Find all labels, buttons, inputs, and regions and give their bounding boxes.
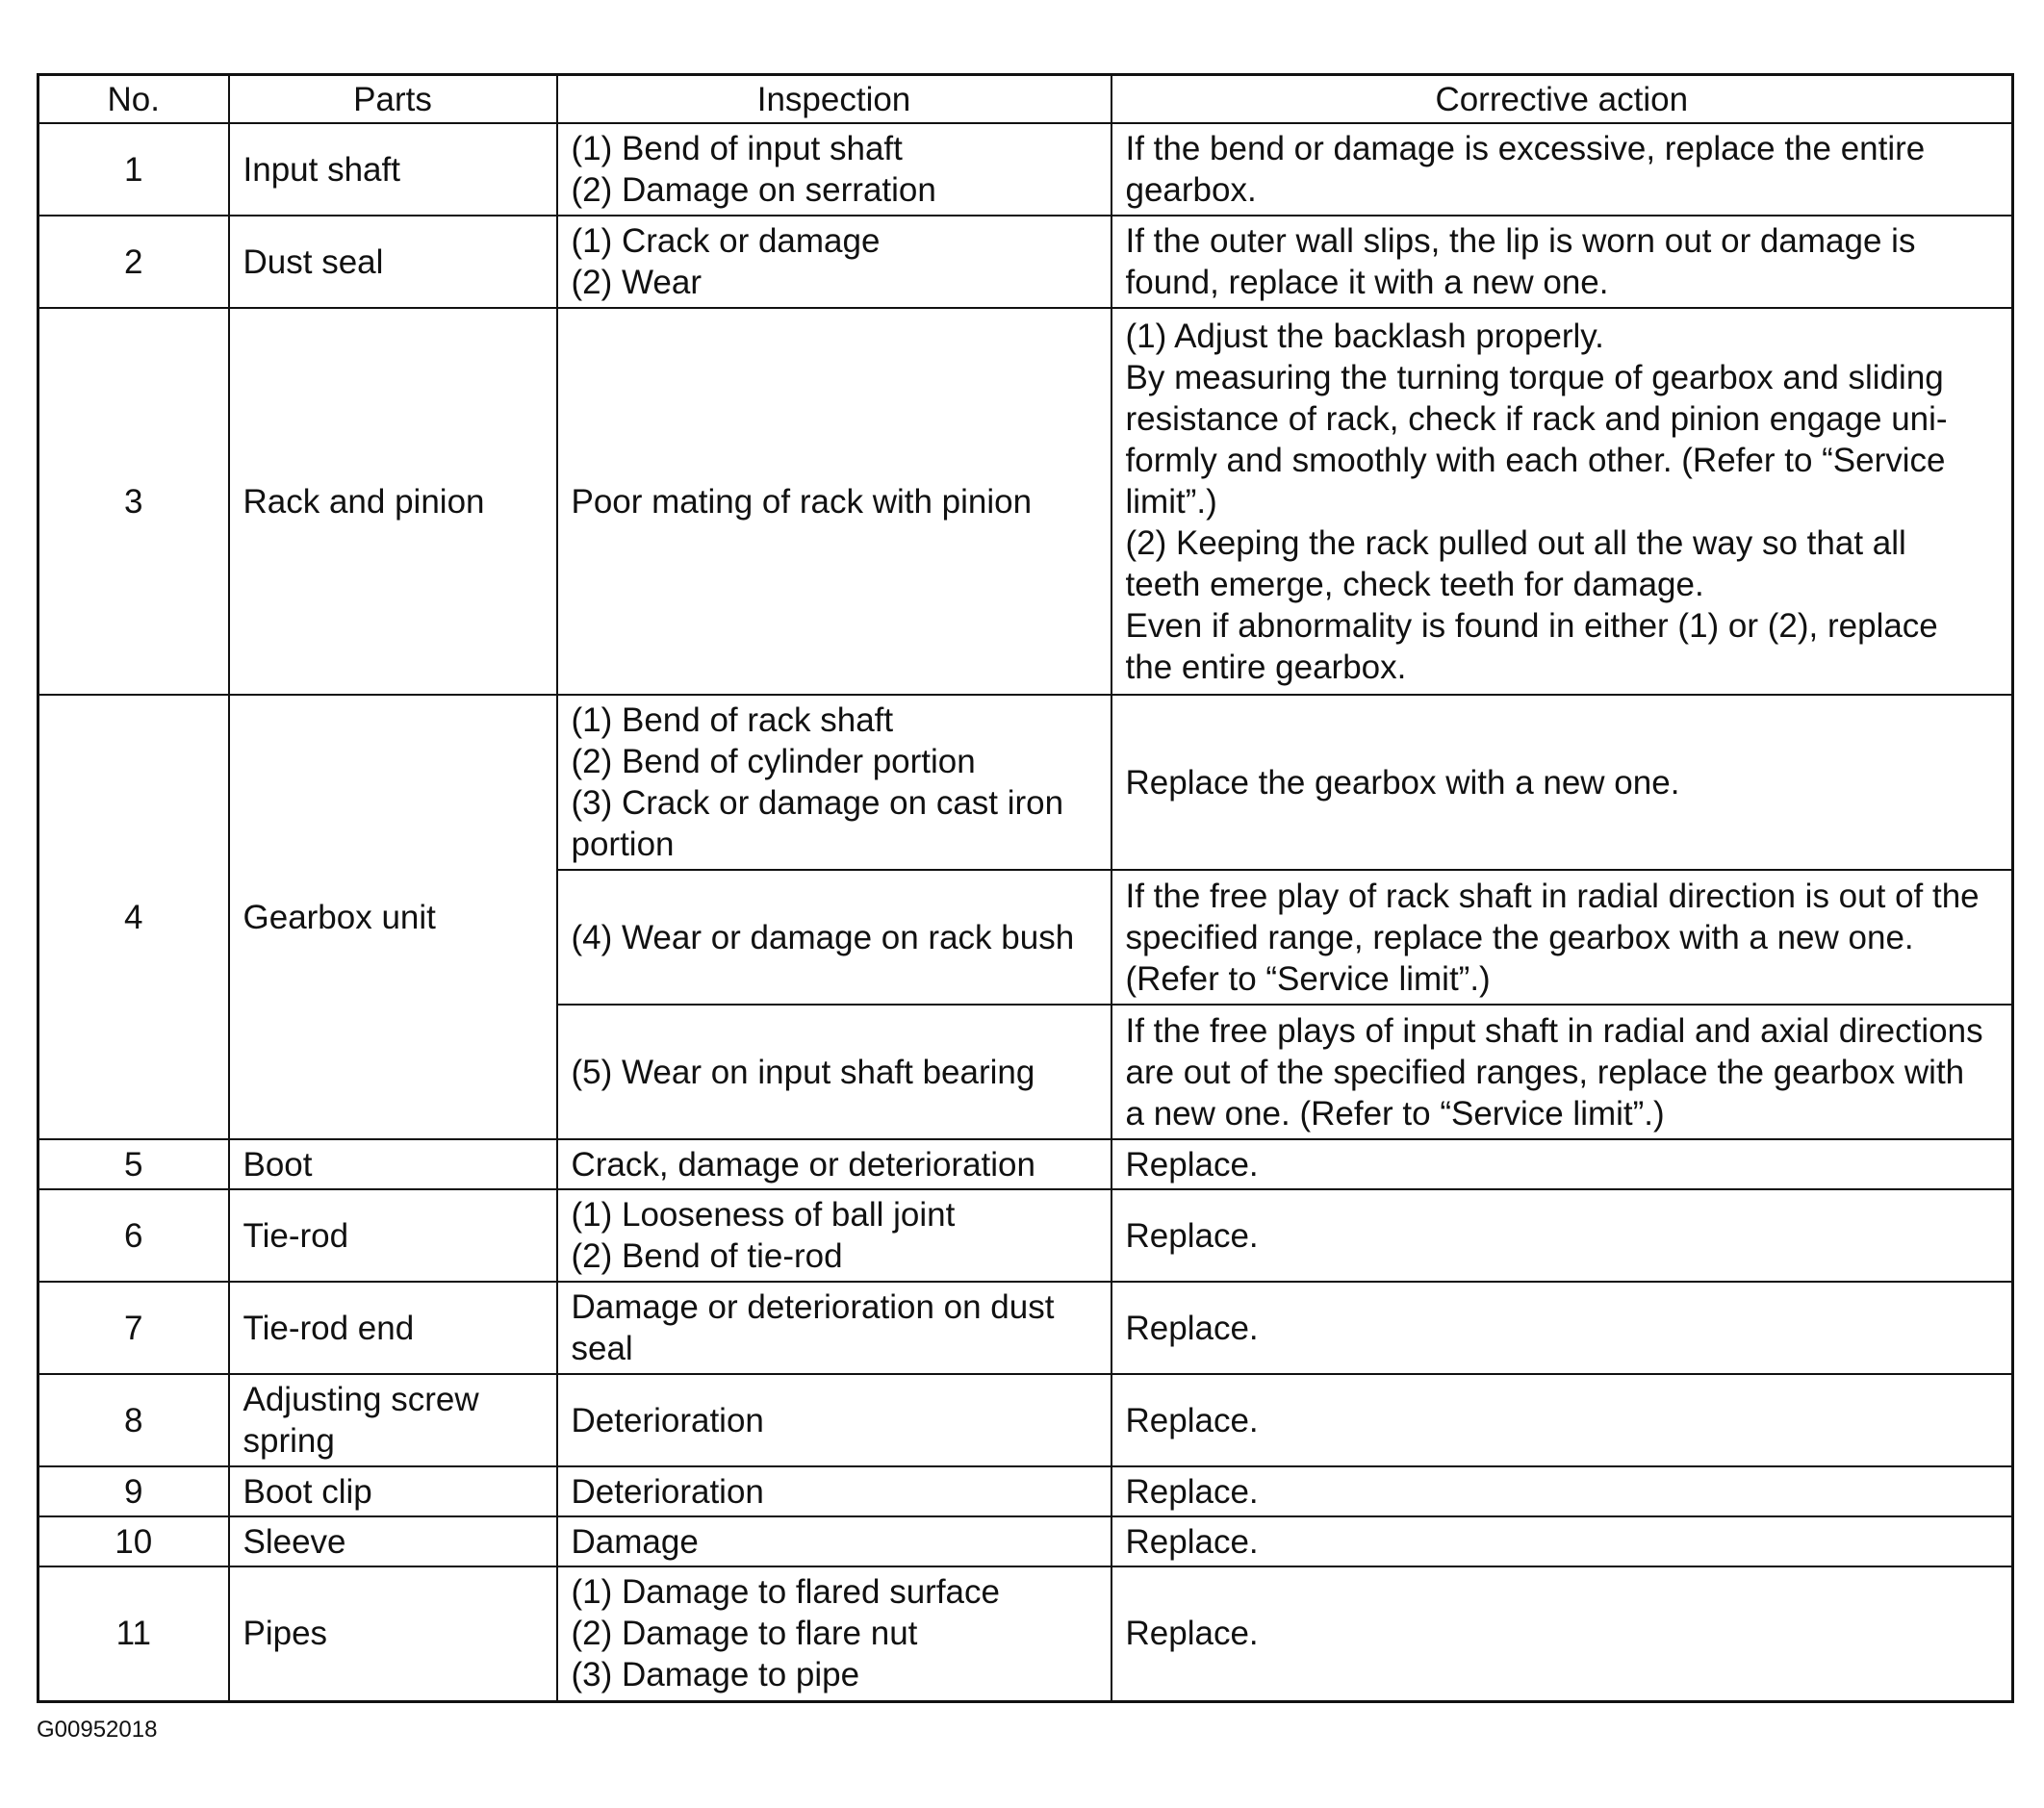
inspection-line: (2) Damage to flare nut	[571, 1615, 918, 1653]
corrective-action-line: found, replace it with a new one.	[1125, 264, 1609, 301]
inspection-line: Damage	[571, 1522, 699, 1561]
corrective-action-cell	[1111, 216, 2013, 308]
corrective-action-line: Replace.	[1125, 1615, 1259, 1653]
corrective-action-line: resistance of rack, check if rack and pinion engage uni-	[1125, 399, 1948, 438]
inspection-line: Crack, damage or deterioration	[571, 1145, 1035, 1184]
inspection-line: (1) Bend of input shaft	[571, 130, 903, 167]
inspection-line: (2) Bend of cylinder portion	[571, 743, 976, 780]
row-number: 5	[38, 1139, 229, 1189]
inspection-line: (1) Damage to flared surface	[571, 1573, 1000, 1612]
corrective-action-line: If the free plays of input shaft in radial and axial directions	[1125, 1011, 1983, 1050]
row-number: 9	[38, 1466, 229, 1516]
header-row	[38, 75, 2013, 124]
inspection-line: (2) Damage on serration	[571, 171, 936, 209]
inspection-line: (2) Wear	[571, 264, 702, 301]
corrective-action-cell	[1111, 1189, 2013, 1282]
corrective-action-line: If the bend or damage is excessive, replace the entire	[1125, 130, 1926, 167]
part-name: Rack and pinion	[229, 308, 557, 695]
inspection-line: Deterioration	[571, 1401, 764, 1439]
corrective-action-line: a new one. (Refer to “Service limit”.)	[1125, 1094, 1665, 1133]
part-name: Sleeve	[229, 1516, 557, 1566]
corrective-action-line: Replace.	[1125, 1145, 1259, 1184]
corrective-action-cell	[1111, 1374, 2013, 1466]
inspection-line: (1) Looseness of ball joint	[571, 1196, 956, 1234]
inspection-cell	[557, 1566, 1111, 1701]
corrective-action-line: (Refer to “Service limit”.)	[1125, 959, 1491, 998]
corrective-action-line: limit”.)	[1125, 482, 1217, 521]
inspection-line: (1) Crack or damage	[571, 222, 881, 260]
inspection-cell	[557, 695, 1111, 870]
part-name-line: spring	[243, 1422, 335, 1460]
row-number: 6	[38, 1189, 229, 1282]
row-number: 11	[38, 1566, 229, 1701]
part-name-line: Adjusting screw	[243, 1381, 479, 1418]
corrective-action-line: teeth emerge, check teeth for damage.	[1125, 565, 1704, 603]
inspection-line: seal	[571, 1330, 633, 1367]
corrective-action-line: the entire gearbox.	[1125, 648, 1407, 686]
corrective-action-line: Replace.	[1125, 1472, 1259, 1511]
part-name: Tie-rod end	[229, 1282, 557, 1374]
table-row	[38, 1189, 2013, 1282]
table-row	[38, 1516, 2013, 1566]
header-no: No.	[38, 75, 229, 124]
table-row	[38, 308, 2013, 695]
corrective-action-cell	[1111, 870, 2013, 1005]
table-row	[38, 1466, 2013, 1516]
row-number: 3	[38, 308, 229, 695]
inspection-cell	[557, 870, 1111, 1005]
corrective-action-line: Even if abnormality is found in either (1) or (2), replace	[1125, 606, 1938, 645]
inspection-line: (3) Crack or damage on cast iron	[571, 784, 1064, 822]
corrective-action-line: gearbox.	[1125, 171, 1257, 209]
corrective-action-line: (2) Keeping the rack pulled out all the way so that all	[1125, 523, 1906, 562]
inspection-line: (1) Bend of rack shaft	[571, 701, 894, 739]
inspection-cell	[557, 1005, 1111, 1139]
inspection-cell	[557, 1374, 1111, 1466]
inspection-line: (5) Wear on input shaft bearing	[571, 1053, 1035, 1091]
part-name: Boot	[229, 1139, 557, 1189]
part-name: Input shaft	[229, 123, 557, 216]
inspection-line: (2) Bend of tie-rod	[571, 1237, 843, 1275]
inspection-cell	[557, 1282, 1111, 1374]
row-number: 10	[38, 1516, 229, 1566]
table-row	[38, 1139, 2013, 1189]
corrective-action-line: Replace.	[1125, 1522, 1259, 1561]
table-body	[38, 123, 2013, 1701]
corrective-action-line: Replace.	[1125, 1309, 1259, 1347]
row-number: 4	[38, 695, 229, 1139]
table-row	[38, 1566, 2013, 1701]
inspection-line: Deterioration	[571, 1472, 764, 1511]
table-row	[38, 695, 2013, 870]
inspection-cell	[557, 216, 1111, 308]
corrective-action-cell	[1111, 1282, 2013, 1374]
corrective-action-line: Replace.	[1125, 1216, 1259, 1255]
inspection-line: (3) Damage to pipe	[571, 1656, 860, 1694]
part-name: Boot clip	[229, 1466, 557, 1516]
corrective-action-cell	[1111, 1139, 2013, 1189]
figure-code: G00952018	[37, 1717, 158, 1743]
corrective-action-cell	[1111, 123, 2013, 216]
part-name	[229, 1374, 557, 1466]
inspection-line: portion	[571, 826, 675, 863]
inspection-line: Damage or deterioration on dust	[571, 1288, 1055, 1326]
part-name: Gearbox unit	[229, 695, 557, 1139]
row-number: 7	[38, 1282, 229, 1374]
corrective-action-cell	[1111, 1516, 2013, 1566]
inspection-cell	[557, 308, 1111, 695]
row-number: 2	[38, 216, 229, 308]
inspection-line: (4) Wear or damage on rack bush	[571, 918, 1075, 956]
part-name: Pipes	[229, 1566, 557, 1701]
corrective-action-line: If the outer wall slips, the lip is worn out or damage is	[1125, 222, 1916, 260]
inspection-cell	[557, 1189, 1111, 1282]
row-number: 8	[38, 1374, 229, 1466]
corrective-action-line: Replace the gearbox with a new one.	[1125, 763, 1680, 802]
header-parts: Parts	[229, 75, 557, 124]
inspection-cell	[557, 123, 1111, 216]
corrective-action-line: specified range, replace the gearbox with a new one.	[1125, 918, 1914, 956]
table-row	[38, 123, 2013, 216]
inspection-cell	[557, 1466, 1111, 1516]
inspection-line: Poor mating of rack with pinion	[571, 482, 1033, 521]
corrective-action-line: If the free play of rack shaft in radial direction is out of the	[1125, 877, 1980, 915]
corrective-action-cell	[1111, 1466, 2013, 1516]
part-name: Tie-rod	[229, 1189, 557, 1282]
corrective-action-cell	[1111, 695, 2013, 870]
inspection-table	[37, 73, 2014, 1703]
row-number: 1	[38, 123, 229, 216]
table-row	[38, 1282, 2013, 1374]
corrective-action-line: formly and smoothly with each other. (Refer to “Service	[1125, 441, 1946, 479]
table-row	[38, 1374, 2013, 1466]
corrective-action-line: By measuring the turning torque of gearbox and sliding	[1125, 358, 1944, 396]
corrective-action-line: Replace.	[1125, 1401, 1259, 1439]
part-name: Dust seal	[229, 216, 557, 308]
inspection-cell	[557, 1516, 1111, 1566]
corrective-action-cell	[1111, 1005, 2013, 1139]
corrective-action-cell	[1111, 1566, 2013, 1701]
corrective-action-cell	[1111, 308, 2013, 695]
header-corrective-action: Corrective action	[1111, 75, 2013, 124]
corrective-action-line: are out of the specified ranges, replace the gearbox with	[1125, 1053, 1965, 1091]
inspection-cell	[557, 1139, 1111, 1189]
header-inspection: Inspection	[557, 75, 1111, 124]
table-row	[38, 216, 2013, 308]
corrective-action-line: (1) Adjust the backlash properly.	[1125, 317, 1604, 355]
